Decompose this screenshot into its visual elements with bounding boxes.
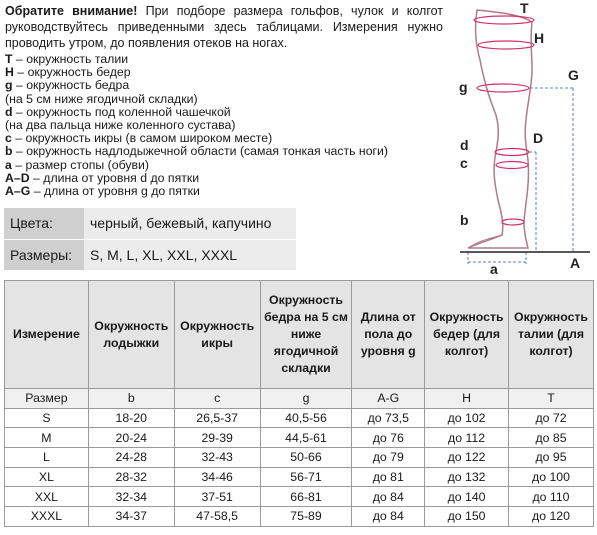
legend-item — [5, 185, 405, 198]
colors-value: черный, бежевый, капучино — [84, 208, 296, 239]
table-cell: до 76 — [352, 428, 425, 448]
table-row — [5, 487, 594, 507]
legend-text: – размер стопы (обуви) — [11, 157, 149, 172]
table-cell: до 102 — [425, 408, 509, 428]
table-cell: 56-71 — [260, 467, 352, 487]
table-cell: 34-46 — [174, 467, 260, 487]
label-A: A — [570, 255, 581, 271]
colors-label: Цвета: — [4, 208, 84, 239]
table-cell: 18-20 — [88, 408, 174, 428]
table-cell: до 140 — [425, 487, 509, 507]
ankle-circle — [502, 219, 524, 225]
table-cell: 28-32 — [88, 467, 174, 487]
size-chart-table — [4, 280, 594, 527]
table-cell: 40,5-56 — [260, 408, 352, 428]
size-cell: L — [5, 448, 89, 468]
table-cell: 50-66 — [260, 448, 352, 468]
table-cell: до 79 — [352, 448, 425, 468]
table-cell: 75-89 — [260, 507, 352, 527]
table-cell: до 122 — [425, 448, 509, 468]
sizes-label: Размеры: — [4, 239, 84, 270]
table-cell: 66-81 — [260, 487, 352, 507]
header-measurement: Измерение — [5, 281, 89, 389]
key-cell: g — [260, 389, 352, 409]
legend-key: b — [5, 144, 13, 159]
table-cell: 32-34 — [88, 487, 174, 507]
size-cell: M — [5, 428, 89, 448]
label-c: c — [460, 155, 468, 171]
table-cell: до 81 — [352, 467, 425, 487]
legend-key: A–D — [5, 170, 30, 185]
leg-outline — [468, 10, 532, 248]
table-cell: до 73,5 — [352, 408, 425, 428]
colors-row — [4, 208, 296, 239]
calf-circle — [496, 162, 528, 169]
label-H: H — [534, 30, 545, 46]
table-cell: до 120 — [509, 507, 594, 527]
legend-text: – окружность талии — [12, 52, 129, 66]
legend-key: H — [5, 65, 14, 80]
size-cell: XXXL — [5, 507, 89, 527]
table-cell: до 95 — [509, 448, 594, 468]
legend-text: (на два пальца ниже коленного сустава) — [5, 118, 236, 133]
notice-title: Обратите внимание! — [5, 4, 138, 18]
table-cell: 29-39 — [174, 428, 260, 448]
table-cell: до 84 — [352, 507, 425, 527]
table-row — [5, 408, 594, 428]
legend-key: a — [5, 157, 12, 172]
table-cell: до 85 — [509, 428, 594, 448]
header-length: Длина от пола до уровня g — [352, 281, 425, 389]
key-cell: c — [174, 389, 260, 409]
thigh-circle — [477, 84, 529, 92]
header-thigh: Окружность бедра на 5 см ниже ягодичной складки — [260, 281, 352, 389]
table-row — [5, 428, 594, 448]
waist-circle — [474, 16, 534, 24]
label-b: b — [460, 212, 469, 228]
key-row — [5, 389, 594, 409]
key-cell: Размер — [5, 389, 89, 409]
table-cell: 24-28 — [88, 448, 174, 468]
table-cell: до 100 — [509, 467, 594, 487]
leg-measurement-diagram — [440, 0, 597, 275]
table-cell: до 72 — [509, 408, 594, 428]
notice-paragraph — [5, 3, 443, 51]
sizes-row — [4, 239, 296, 270]
table-cell: до 84 — [352, 487, 425, 507]
label-D: D — [533, 130, 544, 146]
table-row — [5, 507, 594, 527]
legend-text: – окружность икры (в самом широком месте) — [11, 131, 273, 146]
label-d: d — [460, 137, 469, 153]
table-cell: до 132 — [425, 467, 509, 487]
legend-key: c — [5, 131, 12, 146]
legend-text: – окружность надлодыжечной области (самая тонкая часть ноги) — [12, 144, 389, 159]
legend-text: – окружность бедер — [13, 65, 131, 80]
header-row — [5, 281, 594, 389]
label-G: G — [568, 67, 579, 83]
legend-text: – окружность под коленной чашечкой — [12, 104, 231, 119]
measurement-legend — [5, 53, 405, 198]
table-cell: 37-51 — [174, 487, 260, 507]
legend-text: – окружность бедра — [12, 78, 130, 93]
legend-text: – длина от уровня d до пятки — [29, 170, 200, 185]
legend-key: T — [5, 52, 13, 66]
label-a: a — [490, 261, 498, 275]
table-cell: до 150 — [425, 507, 509, 527]
size-cell: S — [5, 408, 89, 428]
table-cell: 47-58,5 — [174, 507, 260, 527]
hips-circle — [478, 41, 534, 49]
legend-key: g — [5, 78, 13, 93]
header-waist: Окружность талии (для колгот) — [509, 281, 594, 389]
header-ankle: Окружность лодыжки — [88, 281, 174, 389]
legend-text: (на 5 см ниже ягодичной складки) — [5, 91, 198, 106]
header-hips: Окружность бедер (для колгот) — [425, 281, 509, 389]
table-cell: 34-37 — [88, 507, 174, 527]
size-table-body — [5, 389, 594, 527]
size-cell: XXL — [5, 487, 89, 507]
table-row — [5, 448, 594, 468]
product-info-table — [4, 208, 296, 271]
table-cell: до 110 — [509, 487, 594, 507]
label-g: g — [459, 79, 468, 95]
legend-text: – длина от уровня g до пятки — [30, 184, 200, 199]
table-row — [5, 467, 594, 487]
sizes-value: S, M, L, XL, XXL, XXXL — [84, 239, 296, 270]
size-cell: XL — [5, 467, 89, 487]
label-T: T — [520, 0, 529, 16]
key-cell: T — [509, 389, 594, 409]
legend-key: A–G — [5, 184, 31, 199]
key-cell: b — [88, 389, 174, 409]
key-cell: H — [425, 389, 509, 409]
table-cell: 44,5-61 — [260, 428, 352, 448]
knee-circle — [495, 149, 529, 156]
notice-text: При подборе размера гольфов, чулок и колгот руководствуйтесь приведенными здесь таблицами. Измерения нужно проводить утром, до появления отеков на ногах. — [5, 4, 444, 50]
table-cell: 32-43 — [174, 448, 260, 468]
table-cell: до 112 — [425, 428, 509, 448]
table-cell: 26,5-37 — [174, 408, 260, 428]
header-calf: Окружность икры — [174, 281, 260, 389]
table-cell: 20-24 — [88, 428, 174, 448]
legend-key: d — [5, 104, 13, 119]
key-cell: A-G — [352, 389, 425, 409]
